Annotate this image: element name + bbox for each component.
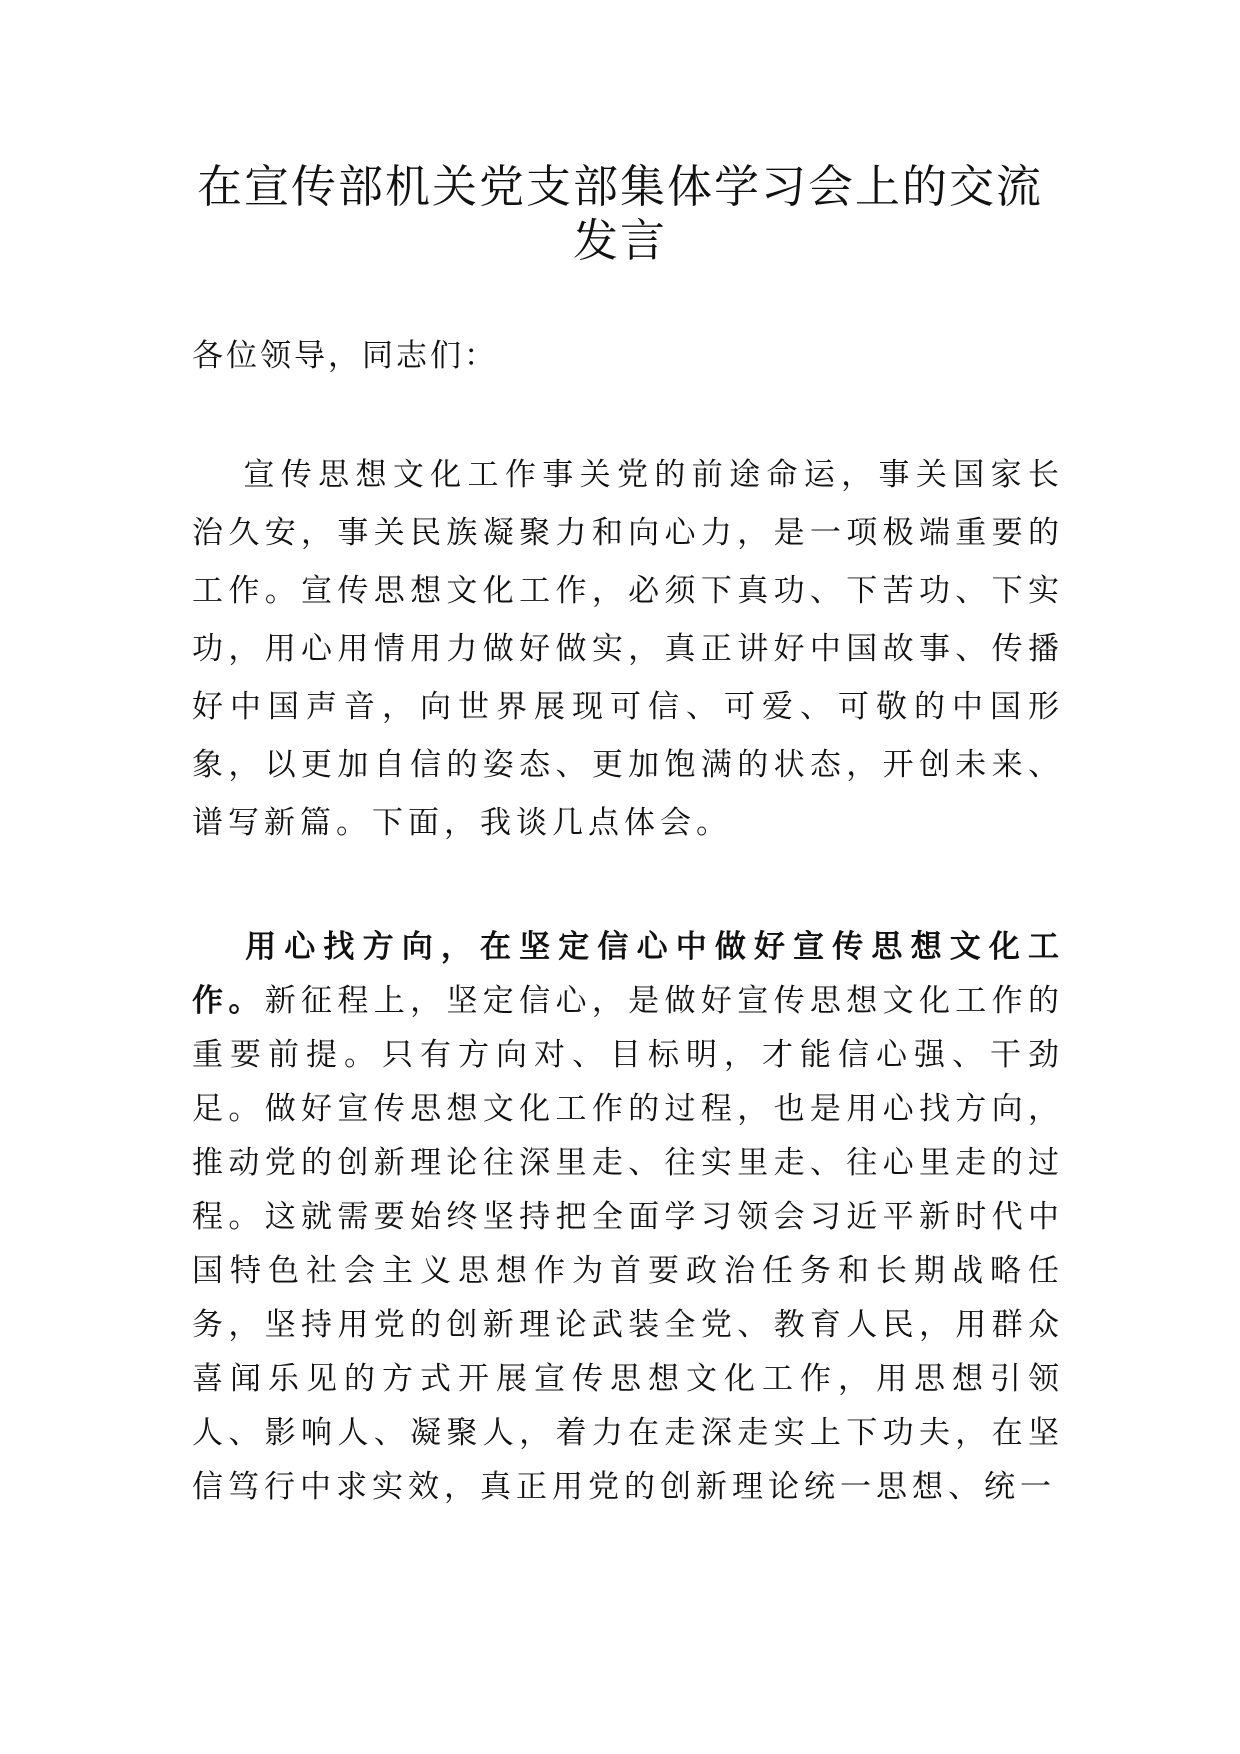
section-heading: 用心找方向，在坚定信心中做好宣传思想文化工作。 [192,929,1064,1019]
section-body-text: 新征程上，坚定信心，是做好宣传思想文化工作的重要前提。只有方向对、目标明，才能信心强、干劲足。做好宣传思想文化工作的过程，也是用心找方向，推动党的创新理论往深里走、往实里走、往心里走的过程。这就需要始终坚持把全面学习领会习近平新时代中国特色社会主义思想作为首要政治任务和长期战略任务，坚持用党的创新理论武装全党、教育人民，用群众喜闻乐见的方式开展宣传思想文化工作，用思想引领人、影响人、凝聚人，着力在走深走实上下功夫，在坚信笃行中求实效，真正用党的创新理论统一思想、统一 [192,983,1065,1505]
paragraph-section-1 [192,920,1064,1514]
paragraph-intro [192,446,1064,852]
salutation: 各位领导，同志们： [192,338,498,374]
paragraph-intro-text: 宣传思想文化工作事关党的前途命运，事关国家长治久安，事关民族凝聚力和向心力，是一项极端重要的工作。宣传思想文化工作，必须下真功、下苦功、下实功，用心用情用力做好做实，真正讲好中国故事、传播好中国声音，向世界展现可信、可爱、可敬的中国形象，以更加自信的姿态、更加饱满的状态，开创未来、谱写新篇。下面，我谈几点体会。 [192,457,1064,841]
document-title: 在宣传部机关党支部集体学习会上的交流发言 [196,160,1043,267]
